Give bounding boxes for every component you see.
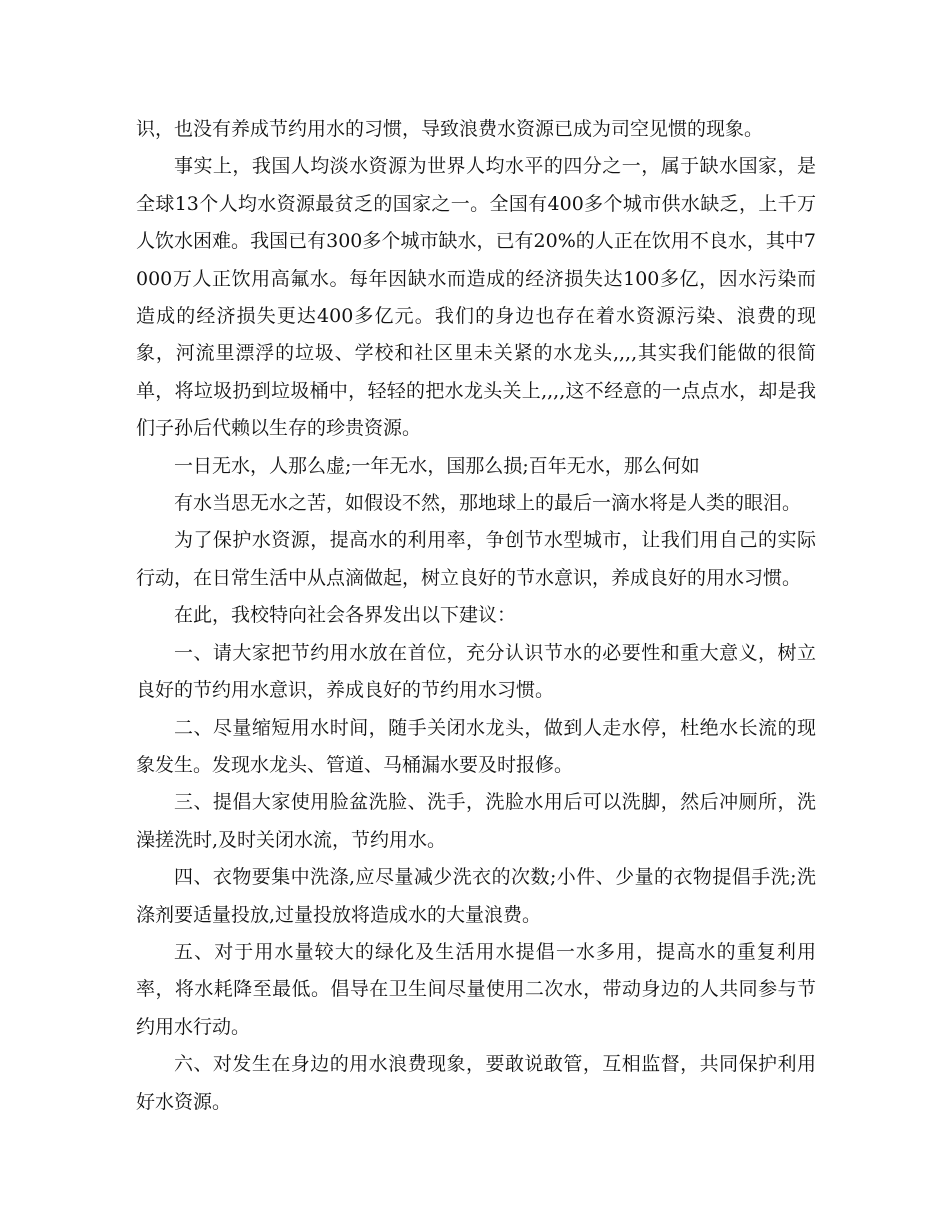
paragraph-last-drop: 有水当思无水之苦，如假设不然，那地球上的最后一滴水将是人类的眼泪。 xyxy=(174,492,802,515)
document-body xyxy=(136,111,816,1121)
proposal-item-2: 二、尽量缩短用水时间，随手关闭水龙头，做到人走水停，杜绝水长流的现象发生。发现水龙头、管道、马桶漏水要及时报修。 xyxy=(136,716,816,776)
proposal-item-1: 一、请大家把节约用水放在首位，充分认识节水的必要性和重大意义，树立良好的节约用水意识，养成良好的节约用水习惯。 xyxy=(136,641,816,702)
proposal-item-4: 四、衣物要集中洗涤,应尽量减少洗衣的次数;小件、少量的衣物提倡手洗;洗涤剂要适量投放,过量投放将造成水的大量浪费。 xyxy=(136,866,816,926)
paragraph-call-to-action: 为了保护水资源，提高水的利用率，争创节水型城市，让我们用自己的实际行动，在日常生活中从点滴做起，树立良好的节水意识，养成良好的用水习惯。 xyxy=(136,529,816,589)
paragraph-proposal-intro: 在此，我校特向社会各界发出以下建议： xyxy=(174,604,517,627)
proposal-item-3: 三、提倡大家使用脸盆洗脸、洗手，洗脸水用后可以洗脚，然后冲厕所，洗澡搓洗时,及时关闭水流，节约用水。 xyxy=(136,791,816,851)
proposal-item-5: 五、对于用水量较大的绿化及生活用水提倡一水多用，提高水的重复利用率，将水耗降至最低。倡导在卫生间尽量使用二次水，带动身边的人共同参与节约用水行动。 xyxy=(136,940,816,1038)
paragraph-saying: 一日无水，人那么虚;一年无水，国那么损;百年无水，那么何如 xyxy=(174,454,700,477)
paragraph-water-facts: 事实上，我国人均淡水资源为世界人均水平的四分之一，属于缺水国家，是全球13个人均水资源最贫乏的国家之一。全国有400多个城市供水缺乏，上千万人饮水困难。我国已有300多个城市缺水，已有20%的人正在饮用不良水，其中7000万人正饮用高氟水。每年因缺水而造成的经济损失达100多亿，因水污染而造成的经济损失更达400多亿元。我们的身边也存在着水资源污染、浪费的现象，河流里漂浮的垃圾、学校和社区里未关紧的水龙头,,,,其实我们能做的很简单，将垃圾扔到垃圾桶中，轻轻的把水龙头关上,,,,这不经意的一点点水，却是我们子孙后代赖以生存的珍贵资源。 xyxy=(136,155,816,440)
proposal-item-6: 六、对发生在身边的用水浪费现象，要敢说敢管，互相监督，共同保护利用好水资源。 xyxy=(136,1053,816,1113)
paragraph-continuation: 识，也没有养成节约用水的习惯，导致浪费水资源已成为司空见惯的现象。 xyxy=(136,118,764,140)
